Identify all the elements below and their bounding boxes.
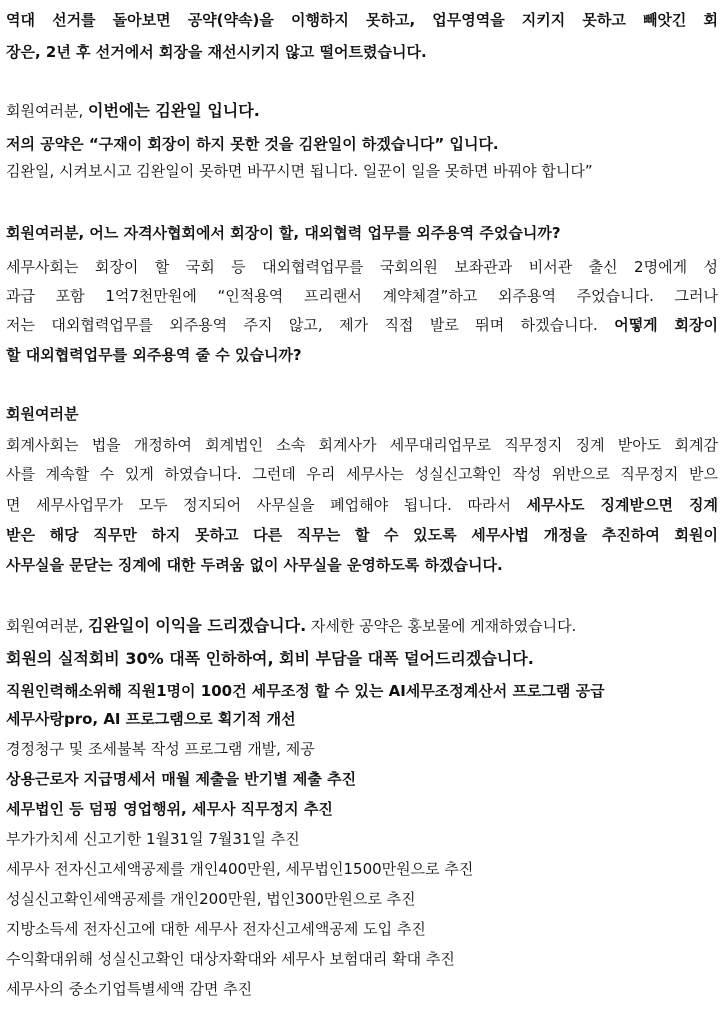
pledge-line-1: 저의 공약은 “구재이 회장이 하지 못한 것을 김완일이 하겠습니다” 입니다. [6, 135, 499, 153]
outsourcing-line-3: 저는 대외협력업무를 외주용역 주지 않고, 제가 직접 발로 뛰며 하겠습니다. 어떻게 회장이 [6, 316, 718, 334]
pledge-item-1: 회원의 실적회비 30% 대폭 인하하여, 회비 부담을 대폭 덜어드리겠습니다. [6, 649, 534, 668]
discipline-line-3: 면 세무사업무가 모두 정지되어 사무실을 폐업해야 됩니다. 따라서 세무사도 징계받으면 징계 [6, 496, 718, 514]
discipline-line-2: 사를 계속할 수 있게 하였습니다. 그런데 우리 세무사는 성실신고확인 작성 위반으로 직무정지 받으 [6, 465, 718, 483]
pledge-item-2: 직원인력해소위해 직원1명이 100건 세무조정 할 수 있는 AI세무조정계산서 프로그램 공급 [6, 682, 605, 700]
pledge-item-8: 세무사 전자신고세액공제를 개인400만원, 세무법인1500만원으로 추진 [6, 860, 474, 878]
pledge-item-9: 성실신고확인세액공제를 개인200만원, 법인300만원으로 추진 [6, 890, 416, 908]
pledge-item-6: 세무법인 등 덤핑 영업행위, 세무사 직무정지 추진 [6, 800, 333, 818]
pledge-line-2: 김완일, 시켜보시고 김완일이 못하면 바꾸시면 됩니다. 일꾼이 일을 못하면 바꿔야 합니다” [6, 162, 593, 180]
discipline-line-4: 받은 해당 직무만 하지 못하고 다른 직무는 할 수 있도록 세무사법 개정을 추진하여 회원이 [6, 526, 718, 544]
intro-line-1: 역대 선거를 돌아보면 공약(약속)을 이행하지 못하고, 업무영역을 지키지 못하고 빼앗긴 회 [6, 11, 718, 29]
outsourcing-line-4: 할 대외협력업무를 외주용역 줄 수 있습니까? [6, 346, 302, 364]
benefit-line: 회원여러분, 김완일이 이익을 드리겠습니다. 자세한 공약은 홍보물에 게재하였습니다. [6, 616, 577, 635]
pledge-item-11: 수익확대위해 성실신고확인 대상자확대와 세무사 보험대리 확대 추진 [6, 950, 455, 968]
intro-line-2: 장은, 2년 후 선거에서 회장을 재선시키지 않고 떨어트렸습니다. [6, 43, 427, 61]
discipline-line-5: 사무실을 문닫는 징계에 대한 두려움 없이 사무실을 운영하도록 하겠습니다. [6, 556, 503, 574]
pledge-item-7: 부가가치세 신고기한 1월31일 7월31일 추진 [6, 830, 300, 848]
pledge-item-5: 상용근로자 지급명세서 매월 제출을 반기별 제출 추진 [6, 770, 357, 788]
outsourcing-heading: 회원여러분, 어느 자격사협회에서 회장이 할, 대외협력 업무를 외주용역 주었습니까? [6, 224, 561, 242]
pledge-item-3: 세무사랑pro, AI 프로그램으로 획기적 개선 [6, 710, 296, 728]
greeting-line: 회원여러분, 이번에는 김완일 입니다. [6, 101, 260, 120]
pledge-item-4: 경정청구 및 조세불복 작성 프로그램 개발, 제공 [6, 740, 315, 758]
outsourcing-line-2: 과급 포함 1억7천만원에 “인적용역 프리랜서 계약체결”하고 외주용역 주었습니다. 그러나 [6, 287, 718, 305]
pledge-item-12: 세무사의 중소기업특별세액 감면 추진 [6, 980, 253, 998]
pledge-item-10: 지방소득세 전자신고에 대한 세무사 전자신고세액공제 도입 추진 [6, 920, 426, 938]
discipline-heading: 회원여러분 [6, 405, 79, 423]
outsourcing-line-1: 세무사회는 회장이 할 국회 등 대외협력업무를 국회의원 보좌관과 비서관 출신 2명에게 성 [6, 258, 718, 276]
discipline-line-1: 회계사회는 법을 개정하여 회계법인 소속 회계사가 세무대리업무로 직무정지 징계 받아도 회계감 [6, 436, 718, 454]
